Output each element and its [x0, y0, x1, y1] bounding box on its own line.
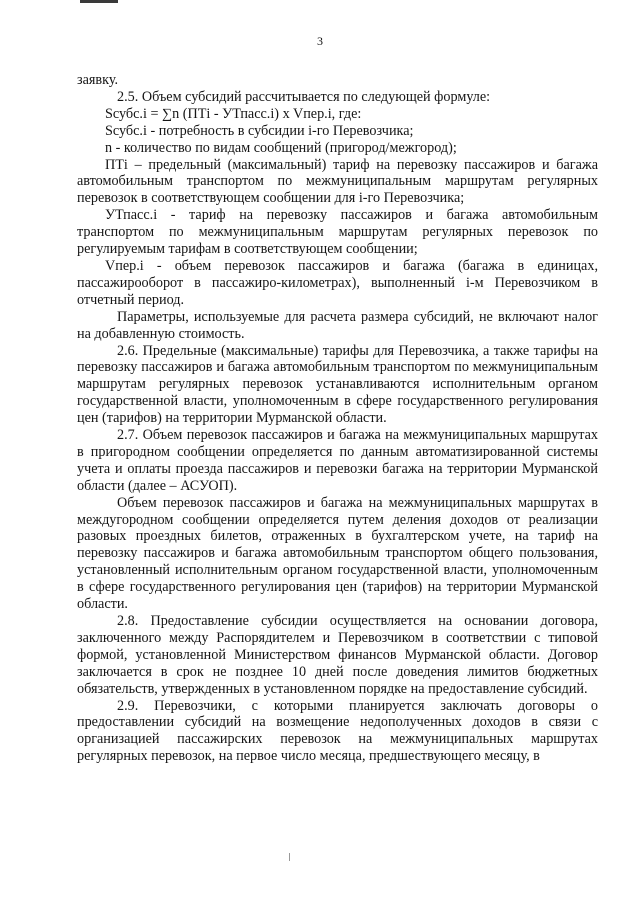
paragraph: Параметры, используемые для расчета размера субсидий, не включают налог на добавленную стоимость. — [77, 308, 598, 342]
page-number: 3 — [317, 34, 323, 48]
paragraph: 2.6. Предельные (максимальные) тарифы для Перевозчика, а также тарифы на перевозку пассажиров и багажа автомобильным транспортом по межмуниципальным маршрутам регулярных перевозок устанавливаются исполнительным органом государственной власти, уполномоченным в сфере государственного регулирования цен (тарифов) на территории Мурманской области. — [77, 342, 598, 427]
document-body — [77, 72, 598, 765]
scan-mark — [80, 0, 118, 3]
paragraph: 2.9. Перевозчики, с которыми планируется заключать договоры о предоставлении субсидий на возмещение недополученных доходов в связи с организацией пассажирских перевозок на межмуниципальных маршрутах регулярных перевозок, на первое число месяца, предшествующего месяцу, в — [77, 697, 598, 765]
formula-line: Sсубс.i = ∑n (ПТi - УТпасс.i) x Vпер.i, где: — [105, 105, 362, 122]
formula-definition: УТпасс.i - тариф на перевозку пассажиров и багажа автомобильным транспортом по межмуниципальным маршрутам регулярных перевозок по регулируемым тарифам в соответствующем сообщении; — [77, 207, 598, 258]
scan-mark — [289, 853, 290, 861]
formula-definition: Sсубс.i - потребность в субсидии i-го Перевозчика; — [105, 122, 414, 139]
paragraph: 2.7. Объем перевозок пассажиров и багажа на межмуниципальных маршрутах в пригородном сообщении определяется по данным автоматизированной системы учета и оплаты проезда пассажиров и перевозки багажа на территории Мурманской области (далее – АСУОП). — [77, 427, 598, 494]
formula-definition: Vпер.i - объем перевозок пассажиров и багажа (багажа в единицах, пассажирооборот в пассажиро-километрах), выполненный i-м Перевозчиком в отчетный период. — [77, 257, 598, 308]
paragraph: заявку. — [77, 72, 119, 88]
paragraph: 2.8. Предоставление субсидии осуществляется на основании договора, заключенного между Распорядителем и Перевозчиком в соответствии с типовой формой, установленной Министерством финансов Мурманской области. Договор заключается в срок не позднее 10 дней после доведения лимитов бюджетных обязательств, утвержденных в установленном порядке на предоставление субсидий. — [77, 613, 598, 697]
paragraph: Объем перевозок пассажиров и багажа на межмуниципальных маршрутах в междугородном сообщении определяется путем деления доходов от реализации разовых проездных билетов, отраженных в бухгалтерском учете, на тариф на перевозку пассажиров и багажа автомобильным транспортом общего пользования, установленный исполнительным органом государственной власти, уполномоченным в сфере государственного регулирования цен (тарифов) на территории Мурманской области. — [77, 494, 598, 613]
formula-definition: ПТi – предельный (максимальный) тариф на перевозку пассажиров и багажа автомобильным транспортом по межмуниципальным маршрутам регулярных перевозок в соответствующем сообщении для i-го Перевозчика; — [77, 156, 598, 207]
formula-definition: n - количество по видам сообщений (пригород/межгород); — [105, 139, 457, 156]
paragraph: 2.5. Объем субсидий рассчитывается по следующей формуле: — [117, 88, 491, 105]
